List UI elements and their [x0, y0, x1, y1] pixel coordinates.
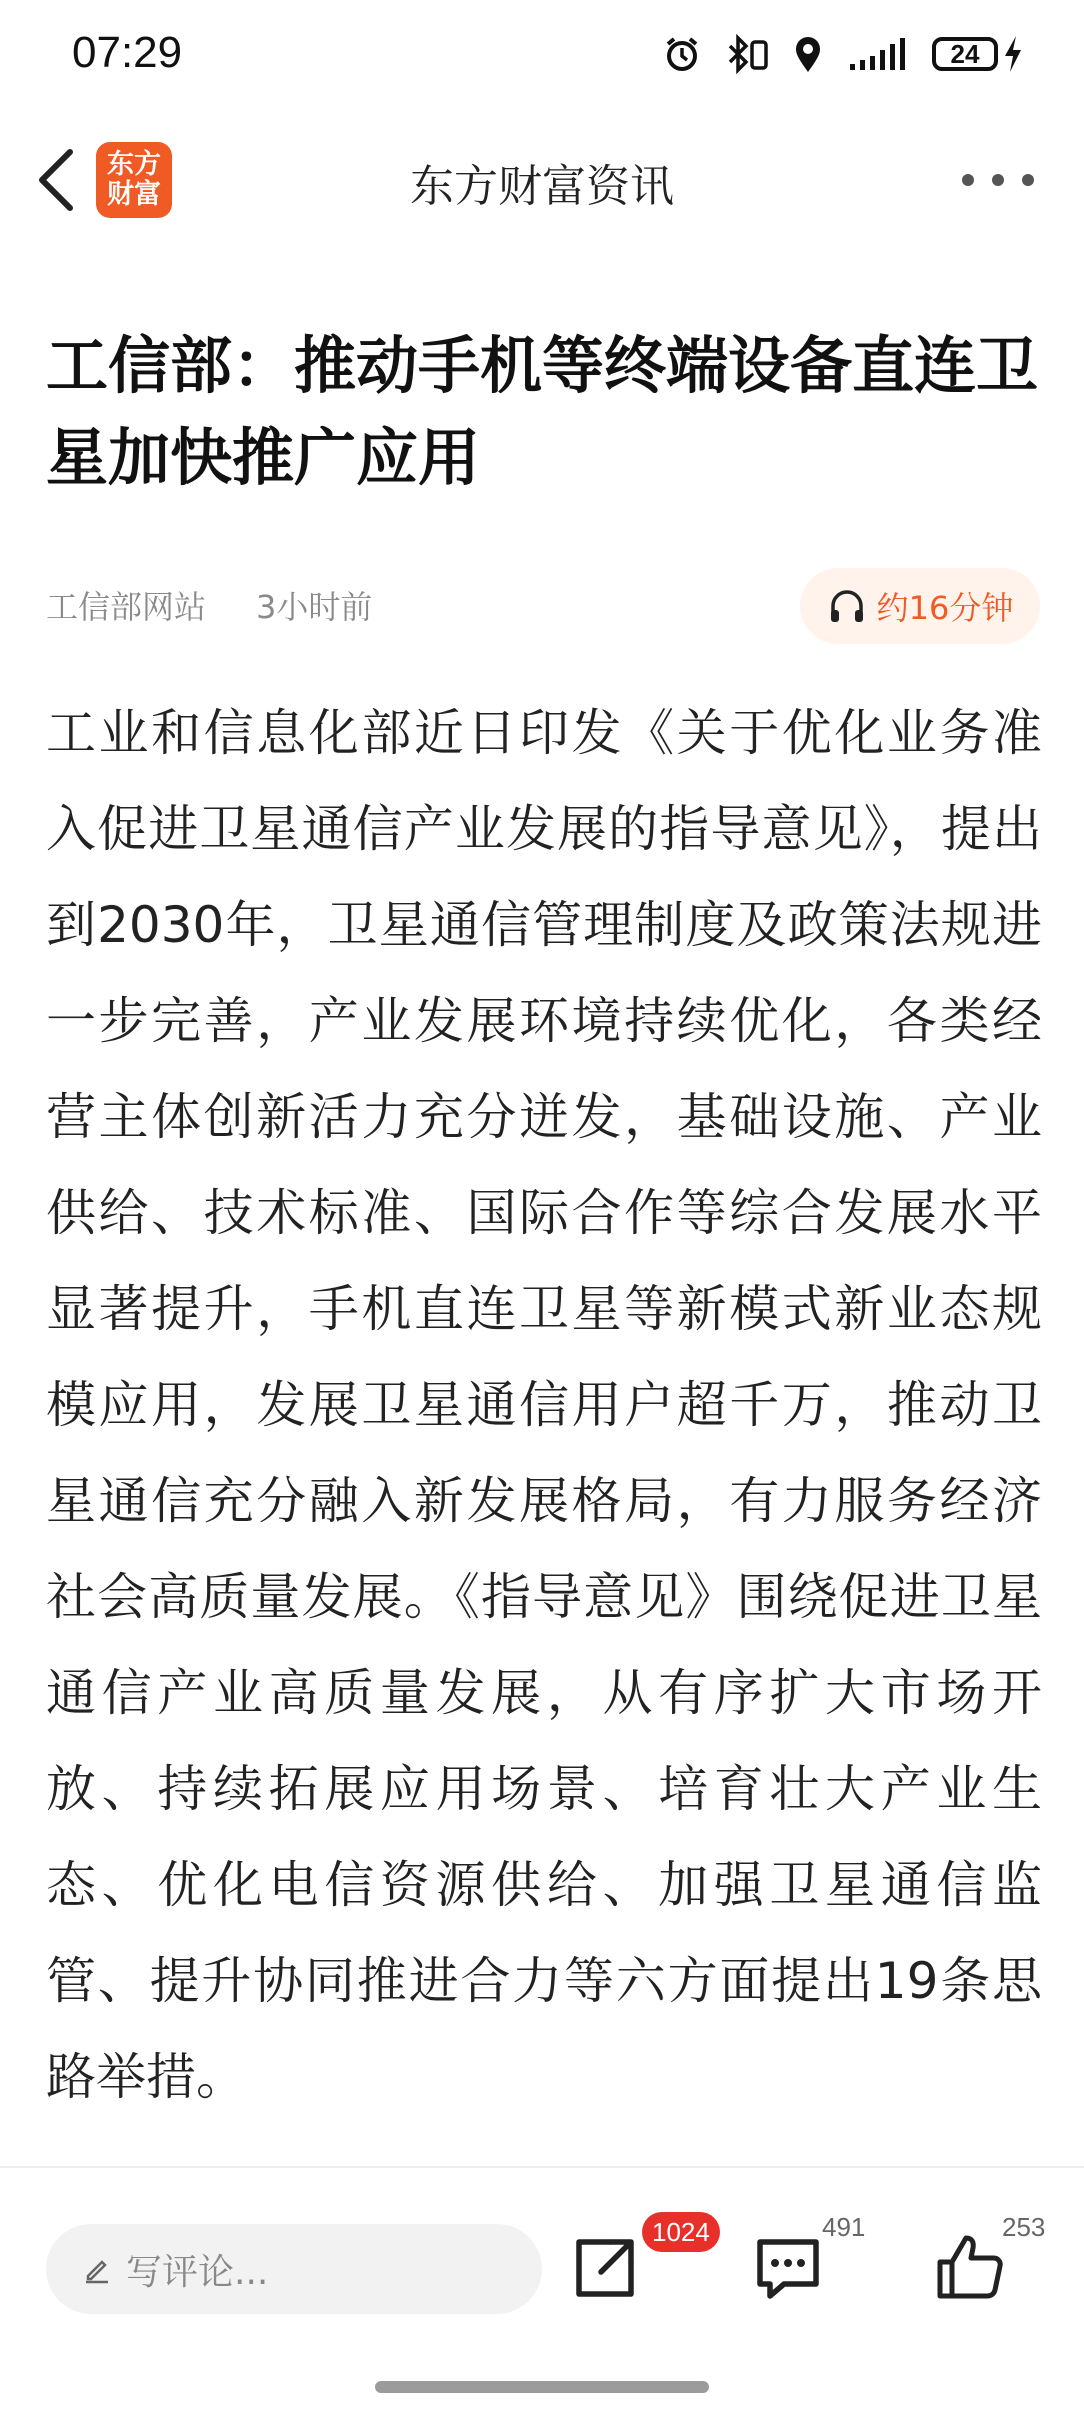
alarm-icon — [662, 34, 702, 74]
nav-bar — [0, 130, 1084, 230]
battery-icon — [932, 34, 1024, 74]
article-source[interactable]: 工信部网站 — [46, 588, 207, 626]
bottom-action-bar — [0, 2166, 1084, 2414]
share-icon — [565, 2228, 645, 2308]
status-time: 07:29 — [72, 28, 183, 77]
more-options-button[interactable] — [914, 164, 1034, 196]
pencil-icon — [82, 2254, 112, 2284]
comment-icon — [748, 2228, 828, 2308]
article-headline: 工信部：推动手机等终端设备直连卫星加快推广应用 — [46, 329, 1039, 494]
home-indicator[interactable] — [375, 2381, 709, 2393]
share-count-badge: 1024 — [642, 2212, 720, 2252]
location-icon — [792, 34, 824, 74]
more-dot-icon — [962, 174, 974, 186]
thumbs-up-icon — [930, 2228, 1010, 2308]
comment-input[interactable] — [46, 2224, 542, 2314]
like-button[interactable] — [930, 2228, 1010, 2308]
like-count: 253 — [1002, 2212, 1046, 2242]
article-body: 工业和信息化部近日印发《关于优化业务准入促进卫星通信产业发展的指导意见》，提出到2030年，卫星通信管理制度及政策法规进一步完善，产业发展环境持续优化，各类经营主体创新活力充分迸发，基础设施、产业供给、技术标准、国际合作等综合发展水平显著提升，手机直连卫星等新模式新业态规模应用，发展卫星通信用户超千万，推动卫星通信充分融入新发展格局，有力服务经济社会高质量发展。《指导意见》围绕促进卫星通信产业高质量发展，从有序扩大市场开放、持续拓展应用场景、培育壮大产业生态、优化电信资源供给、加强卫星通信监管、提升协同推进合力等六方面提出19条思路举措。 — [46, 704, 1042, 2106]
nav-title: 东方财富资讯 — [410, 161, 674, 212]
more-dot-icon — [1022, 174, 1034, 186]
signal-icon — [846, 34, 910, 74]
listen-duration: 约16分钟 — [876, 589, 1014, 627]
comments-button[interactable] — [748, 2228, 828, 2308]
share-button[interactable] — [565, 2228, 645, 2308]
logo-line1: 东方 — [107, 149, 161, 180]
headphones-icon — [827, 586, 867, 626]
bluetooth-icon — [724, 34, 770, 74]
more-dot-icon — [992, 174, 1004, 186]
article-time: 3小时前 — [256, 588, 373, 626]
comment-count: 491 — [822, 2212, 866, 2242]
status-icons — [662, 30, 1024, 78]
status-bar — [0, 0, 1084, 110]
charging-icon — [1002, 34, 1024, 74]
logo-line2: 财富 — [107, 179, 161, 210]
listen-button[interactable] — [800, 568, 1040, 644]
battery-level: 24 — [932, 37, 998, 71]
comment-placeholder: 写评论... — [126, 2251, 269, 2293]
